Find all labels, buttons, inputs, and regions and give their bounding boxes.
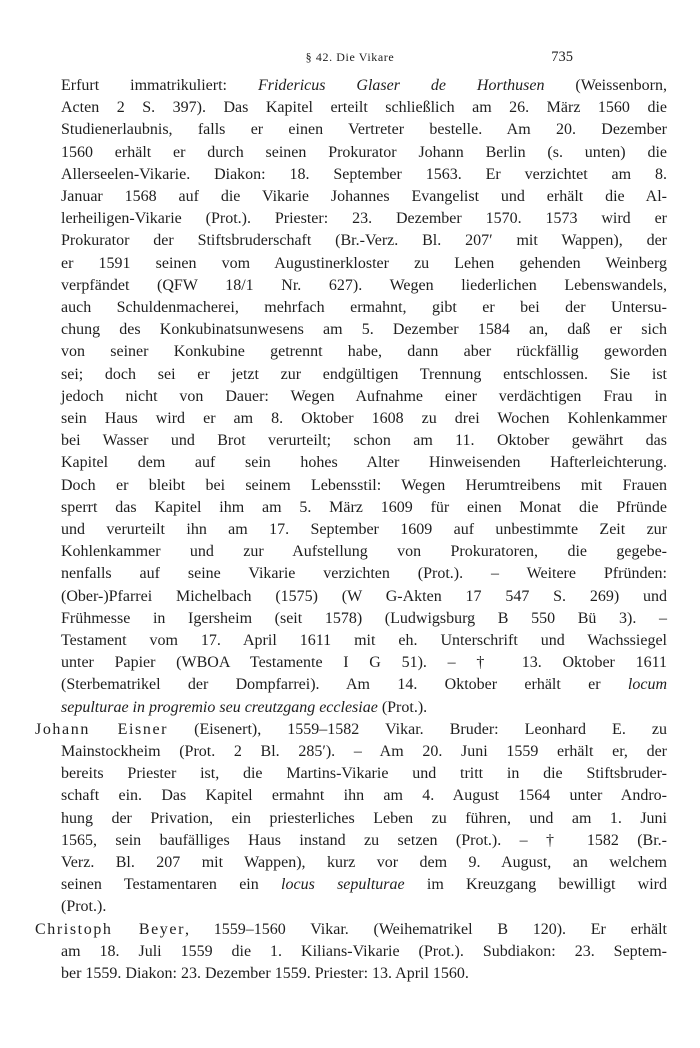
text-line: Testament vom 17. April 1611 mit eh. Unterschrift und Wachssiegel	[61, 632, 667, 649]
text-line: sepulturae in progremio seu creutzgang ecclesiae (Prot.).	[61, 698, 428, 716]
text-line: Mainstockheim (Prot. 2 Bl. 285′). – Am 20. Juni 1559 erhält er, der	[61, 743, 667, 760]
text-line: sein Haus wird er am 8. Oktober 1608 zu drei Wochen Kohlenkammer	[61, 410, 667, 427]
text-line: seinen Testamentaren ein locus sepulturae im Kreuzgang bewilligt wird	[61, 876, 667, 894]
text-line: Studienerlaubnis, falls er einen Vertreter bestelle. Am 20. Dezember	[61, 121, 667, 139]
text-line: von seiner Konkubine getrennt habe, dann aber rückfällig geworden	[61, 343, 667, 361]
text-line: bereits Priester ist, die Martins-Vikarie und tritt in die Stiftsbruder-	[61, 765, 667, 783]
text-line: Januar 1568 auf die Vikarie Johannes Evangelist und erhält die Al-	[61, 188, 667, 205]
text-line: ber 1559. Diakon: 23. Dezember 1559. Priester: 13. April 1560.	[61, 965, 469, 982]
text-line: verpfändet (QFW 18/1 Nr. 627). Wegen liederlichen Lebenswandels,	[61, 276, 667, 294]
running-head: § 42. Die Vikare	[305, 50, 395, 64]
page-header	[0, 49, 700, 69]
text-line: (Ober-)Pfarrei Michelbach (1575) (W G-Akten 17 547 S. 269) und	[61, 587, 667, 605]
page-number: 735	[551, 49, 573, 65]
text-line: bei Wasser und Brot verurteilt; schon am 11. Oktober gewährt das	[61, 432, 667, 450]
text-line: 1560 erhält er durch seinen Prokurator Johann Berlin (s. unten) die	[61, 143, 667, 161]
text-line: jedoch nicht von Dauer: Wegen Aufnahme einer verdächtigen Frau in	[61, 387, 667, 405]
text-line: Acten 2 S. 397). Das Kapitel erteilt schließlich am 26. März 1560 die	[61, 99, 667, 117]
text-line: Prokurator der Stiftsbruderschaft (Br.-Verz. Bl. 207′ mit Wappen), der	[61, 232, 667, 250]
text-line: Frühmesse in Igersheim (seit 1578) (Ludwigsburg B 550 Bü 3). –	[61, 609, 667, 627]
text-line: und verurteilt ihn am 17. September 1609 auf unbestimmte Zeit zur	[61, 521, 667, 538]
text-line: Doch er bleibt bei seinem Lebensstil: Wegen Herumtreibens mit Frauen	[61, 476, 667, 494]
text-line: unter Papier (WBOA Testamente I G 51). – † 13. Oktober 1611	[61, 654, 667, 672]
text-line: chung des Konkubinatsunwesens am 5. Dezember 1584 an, daß er sich	[61, 321, 667, 339]
person-name: Johann Eisner	[35, 720, 169, 738]
text-line: Allerseelen-Vikarie. Diakon: 18. September 1563. Er verzichtet am 8.	[61, 165, 667, 183]
text-line: Verz. Bl. 207 mit Wappen), kurz vor dem 9. August, an welchem	[61, 854, 667, 871]
text-line: nenfalls auf seine Vikarie verzichten (Prot.). – Weitere Pfründen:	[61, 565, 667, 583]
text-line: (Prot.).	[61, 898, 107, 916]
text-line: sei; doch sei er jetzt zur endgültigen Trennung entschlossen. Sie ist	[61, 365, 667, 383]
text-line: er 1591 seinen vom Augustinerkloster zu Lehen gehenden Weinberg	[61, 254, 667, 272]
person-name: Christoph Beyer	[35, 920, 186, 938]
text-line: (Sterbematrikel der Dompfarrei). Am 14. Oktober erhält er locum	[61, 676, 667, 694]
entry-heading-line: Johann Eisner (Eisenert), 1559–1582 Vikar. Bruder: Leonhard E. zu	[35, 720, 667, 738]
text-line: sperrt das Kapitel ihm am 5. März 1609 für einen Monat die Pfründe	[61, 498, 667, 516]
text-line: Kapitel dem auf sein hohes Alter Hinweisenden Hafterleichterung.	[61, 454, 667, 472]
text-line: lerheiligen-Vikarie (Prot.). Priester: 23. Dezember 1570. 1573 wird er	[61, 210, 667, 228]
entry-heading-line: Christoph Beyer, 1559–1560 Vikar. (Weihematrikel B 120). Er erhält	[35, 920, 667, 938]
text-line: auch Schuldenmacherei, mehrfach ermahnt, gibt er bei der Untersu-	[61, 299, 667, 316]
text-line: 1565, sein baufälliges Haus instand zu setzen (Prot.). – † 1582 (Br.-	[61, 831, 667, 849]
text-line: Kohlenkammer und zur Aufstellung von Prokuratoren, die gegebe-	[61, 543, 667, 561]
text-line: am 18. Juli 1559 die 1. Kilians-Vikarie (Prot.). Subdiakon: 23. Septem-	[61, 942, 667, 960]
text-line: schaft ein. Das Kapitel ermahnt ihn am 4. August 1564 unter Andro-	[61, 787, 667, 805]
text-line: Erfurt immatrikuliert: Fridericus Glaser de Horthusen (Weissenborn,	[61, 77, 667, 94]
text-line: hung der Privation, ein priesterliches Leben zu führen, und am 1. Juni	[61, 809, 667, 827]
